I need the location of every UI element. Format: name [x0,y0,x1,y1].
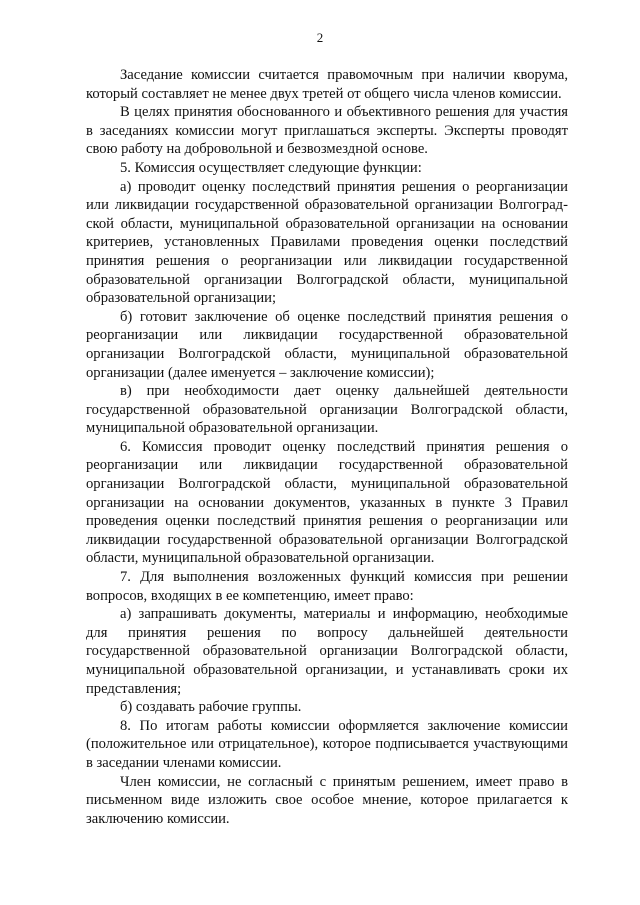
paragraph-8: 8. По итогам работы комиссии оформляется заключение комиссии (положительное или отрицательное), которое подписывается участвующими в заседании членами комиссии. [86,717,568,771]
paragraph-7-rights: 7. Для выполнения возложенных функций комиссия при решении вопросов, входящих в ее компетенцию, имеет право: [86,569,568,604]
paragraph-dissent: Член комиссии, не согласный с принятым решением, имеет право в письменном виде изложить свое особое мнение, которое прилагается к заключению комиссии. [86,773,568,827]
paragraph-5a: а) проводит оценку последствий принятия решения о реорганизации или ликвидации государственной образовательной организации Волгоградской области, муниципальной образовательной организации на основании критериев, установленных Правилами проведения оценки последствий принятия решения о реорганизации или ликвидации государственной образовательной организации Волгоградской области, муниципальной образовательной организации; [86,178,568,307]
paragraph-7a: а) запрашивать документы, материалы и информацию, необходимые для принятия решения по вопросу дальнейшей деятельности государственной образовательной организации Волгоградской области, муниципальной образовательной организации, и устанавливать сроки их представления; [86,606,568,697]
paragraph-experts: В целях принятия обоснованного и объективного решения для участия в заседаниях комиссии могут приглашаться эксперты. Эксперты проводят свою работу на добровольной и безвозмездной основе. [86,104,568,158]
paragraph-5c: в) при необходимости дает оценку дальнейшей деятельности государственной образовательной организации Волгоградской области, муниципальной образовательной организации. [86,383,568,437]
paragraph-7b: б) создавать рабочие группы. [120,699,302,716]
paragraph-6: 6. Комиссия проводит оценку последствий принятия решения о реорганизации или ликвидации государственной образовательной организации Волгоградской области, муниципальной образовательной организации на основании документов, указанных в пункте 3 Правил проведения оценки последствий принятия решения о реорганизации или ликвидации государственной образовательной организации Волгоградской области, муниципальной образовательной организации. [86,438,568,567]
page-number: 2 [316,30,324,45]
paragraph-5b: б) готовит заключение об оценке последствий принятия решения о реорганизации или ликвидации государственной образовательной организации Волгоградской области, муниципальной образовательной организации (далее именуется – заключение комиссии); [86,308,568,381]
paragraph-5-functions: 5. Комиссия осуществляет следующие функции: [120,159,422,176]
paragraph-quorum: Заседание комиссии считается правомочным при наличии кворума, который составляет не менее двух третей от общего числа членов комиссии. [86,67,568,102]
document-body [86,66,568,828]
